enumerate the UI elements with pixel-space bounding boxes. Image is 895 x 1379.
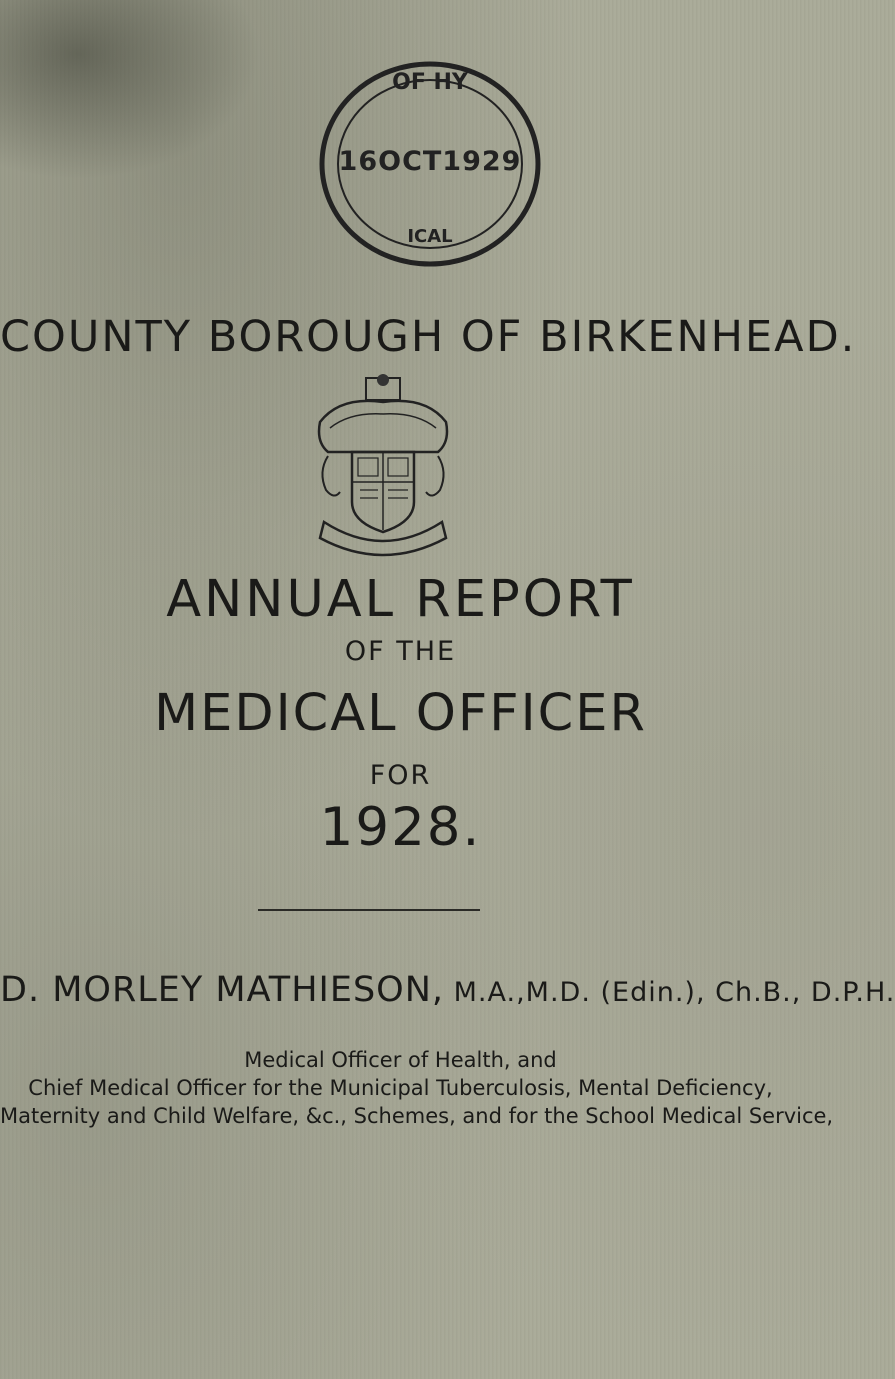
received-stamp <box>316 58 544 270</box>
author-name: D. MORLEY MATHIESON, <box>0 970 445 1010</box>
author-line <box>0 970 895 1010</box>
page-stain <box>0 0 260 180</box>
coat-of-arms-icon <box>300 372 466 558</box>
stamp-arc-top: OF HY <box>392 70 468 95</box>
title-annual-report: ANNUAL REPORT <box>166 570 635 629</box>
county-heading: COUNTY BOROUGH OF BIRKENHEAD. <box>0 312 857 362</box>
author-role-line-1: Medical Officer of Health, and <box>244 1048 557 1072</box>
title-of-the: OF THE <box>344 636 457 667</box>
title-for: FOR <box>369 760 432 791</box>
divider-rule <box>258 909 480 911</box>
author-role-line-3: Maternity and Child Welfare, &c., Schemes, and for the School Medical Service, <box>0 1104 834 1128</box>
coat-of-arms <box>300 372 466 558</box>
stamp-date: 16OCT1929 <box>338 146 522 177</box>
author-role-line-2: Chief Medical Officer for the Municipal Tuberculosis, Mental Deficiency, <box>28 1076 773 1100</box>
title-medical-officer: MEDICAL OFFICER <box>154 684 647 743</box>
author-degrees: M.A.,M.D. (Edin.), Ch.B., D.P.H. <box>444 977 895 1008</box>
stamp-arc-bottom: ICAL <box>407 226 453 247</box>
report-year: 1928. <box>319 797 482 858</box>
